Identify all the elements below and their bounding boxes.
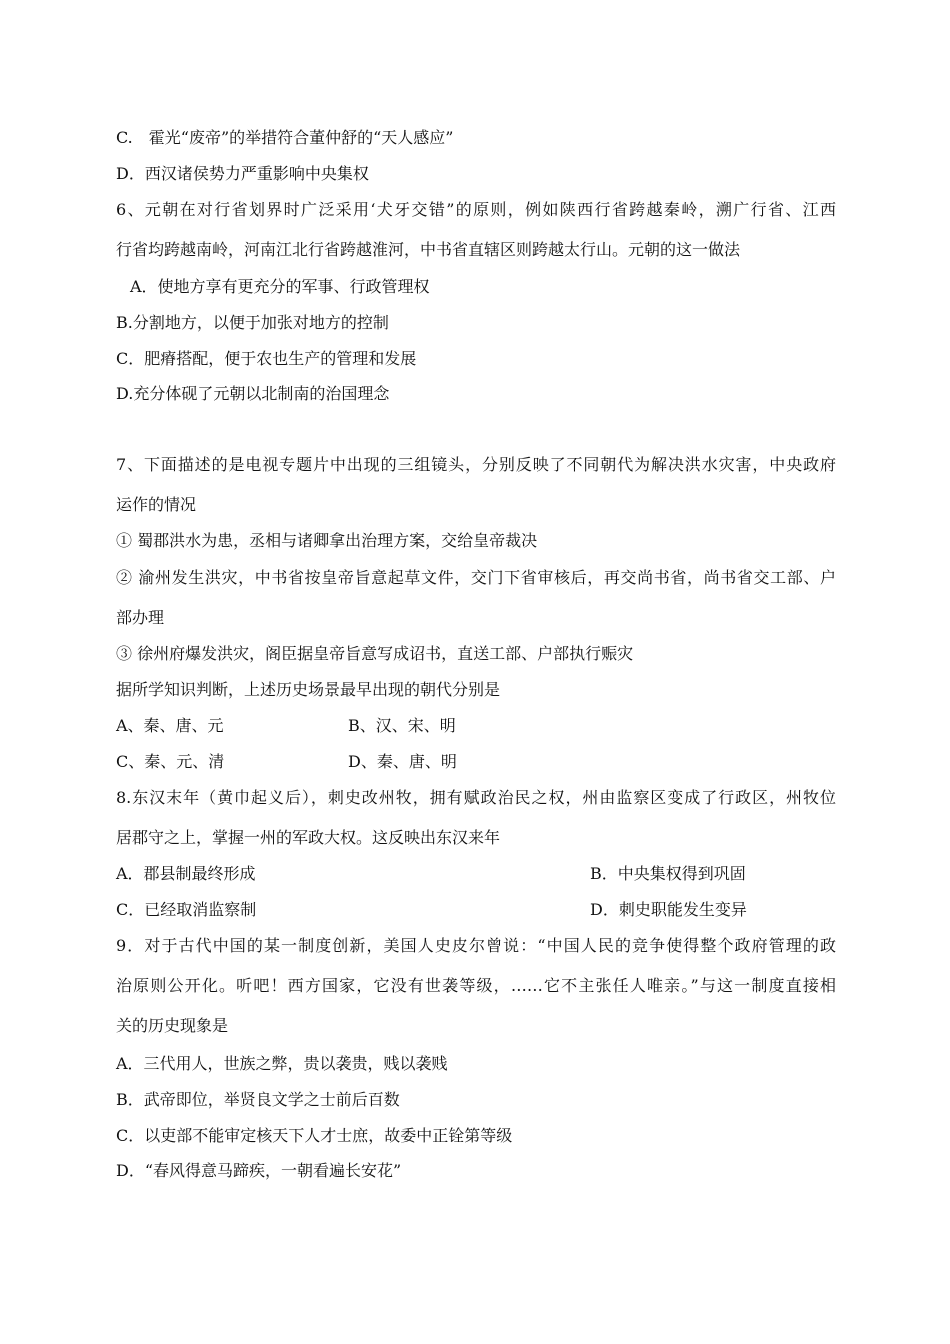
- q6-stem-line-2: 行省均跨越南岭，河南江北行省跨越淮河，中书省直辖区则跨越太行山。元朝的这一做法: [116, 240, 741, 259]
- q9-stem-line-2: 治原则公开化。听吧！西方国家，它没有世袭等级，……它不主张任人唯亲。”与这一制度直接相: [116, 976, 836, 995]
- q7-option-c: C、秦、元、清: [116, 752, 225, 771]
- q7-question: 据所学知识判断，上述历史场景最早出现的朝代分别是: [116, 680, 501, 699]
- q7-option-a: A、秦、唐、元: [116, 716, 224, 735]
- q5-option-d: D．西汉诸侯势力严重影响中央集权: [116, 164, 369, 183]
- q8-stem-line-1: 8.东汉末年（黄巾起义后），刺史改州牧，拥有赋政治民之权，州由监察区变成了行政区，州牧位: [116, 788, 836, 807]
- q8-option-a: A．郡县制最终形成: [116, 864, 256, 883]
- q5-option-c: C. 霍光“废帝”的举措符合董仲舒的“天人感应”: [116, 128, 454, 147]
- q9-option-b: B．武帝即位，举贤良文学之士前后百数: [116, 1090, 400, 1109]
- q6-option-c: C．肥瘠搭配，便于农也生产的管理和发展: [116, 349, 417, 368]
- q9-option-a: A．三代用人，世族之弊，贵以袭贵，贱以袭贱: [116, 1054, 448, 1073]
- q7-scene-3: ③ 徐州府爆发洪灾，阁臣据皇帝旨意写成诏书，直送工部、户部执行赈灾: [116, 644, 634, 663]
- q8-option-b: B．中央集权得到巩固: [590, 864, 746, 883]
- q9-option-d: D．“春风得意马蹄疾，一朝看遍长安花”: [116, 1161, 402, 1180]
- q7-stem-line-2: 运作的情况: [116, 495, 197, 514]
- q7-stem-line-1: 7、下面描述的是电视专题片中出现的三组镜头，分别反映了不同朝代为解决洪水灾害，中央政府: [116, 455, 836, 474]
- q9-stem-line-1: 9．对于古代中国的某一制度创新，美国人史皮尔曾说：“中国人民的竞争使得整个政府管理的政: [116, 936, 836, 955]
- q9-option-c: C．以吏部不能审定核天下人才士庶，故委中正铨第等级: [116, 1126, 513, 1145]
- q6-option-d: D.充分体砚了元朝以北制南的治国理念: [116, 384, 390, 403]
- q8-stem-line-2: 居郡守之上，掌握一州的军政大权。这反映出东汉来年: [116, 828, 501, 847]
- q7-scene-2-line-1: ② 渝州发生洪灾，中书省按皇帝旨意起草文件，交门下省审核后，再交尚书省，尚书省交工部、户: [116, 568, 836, 587]
- q6-option-b: B.分割地方，以便于加张对地方的控制: [116, 313, 389, 332]
- q7-scene-2-line-2: 部办理: [116, 608, 165, 627]
- q9-stem-line-3: 关的历史现象是: [116, 1016, 229, 1035]
- q6-stem-line-1: 6、元朝在对行省划界时广泛采用‘犬牙交错”的原则，例如陕西行省跨越秦岭，溯广行省、江西: [116, 200, 836, 219]
- q8-option-d: D．刺史职能发生变异: [590, 900, 747, 919]
- q7-option-d: D、秦、唐、明: [348, 752, 457, 771]
- q8-option-c: C．已经取消监察制: [116, 900, 257, 919]
- q7-option-b: B、汉、宋、明: [348, 716, 456, 735]
- q6-option-a: A．使地方享有更充分的军事、行政管理权: [130, 277, 430, 296]
- q7-scene-1: ① 蜀郡洪水为患，丞相与诸卿拿出治理方案，交给皇帝裁决: [116, 531, 538, 550]
